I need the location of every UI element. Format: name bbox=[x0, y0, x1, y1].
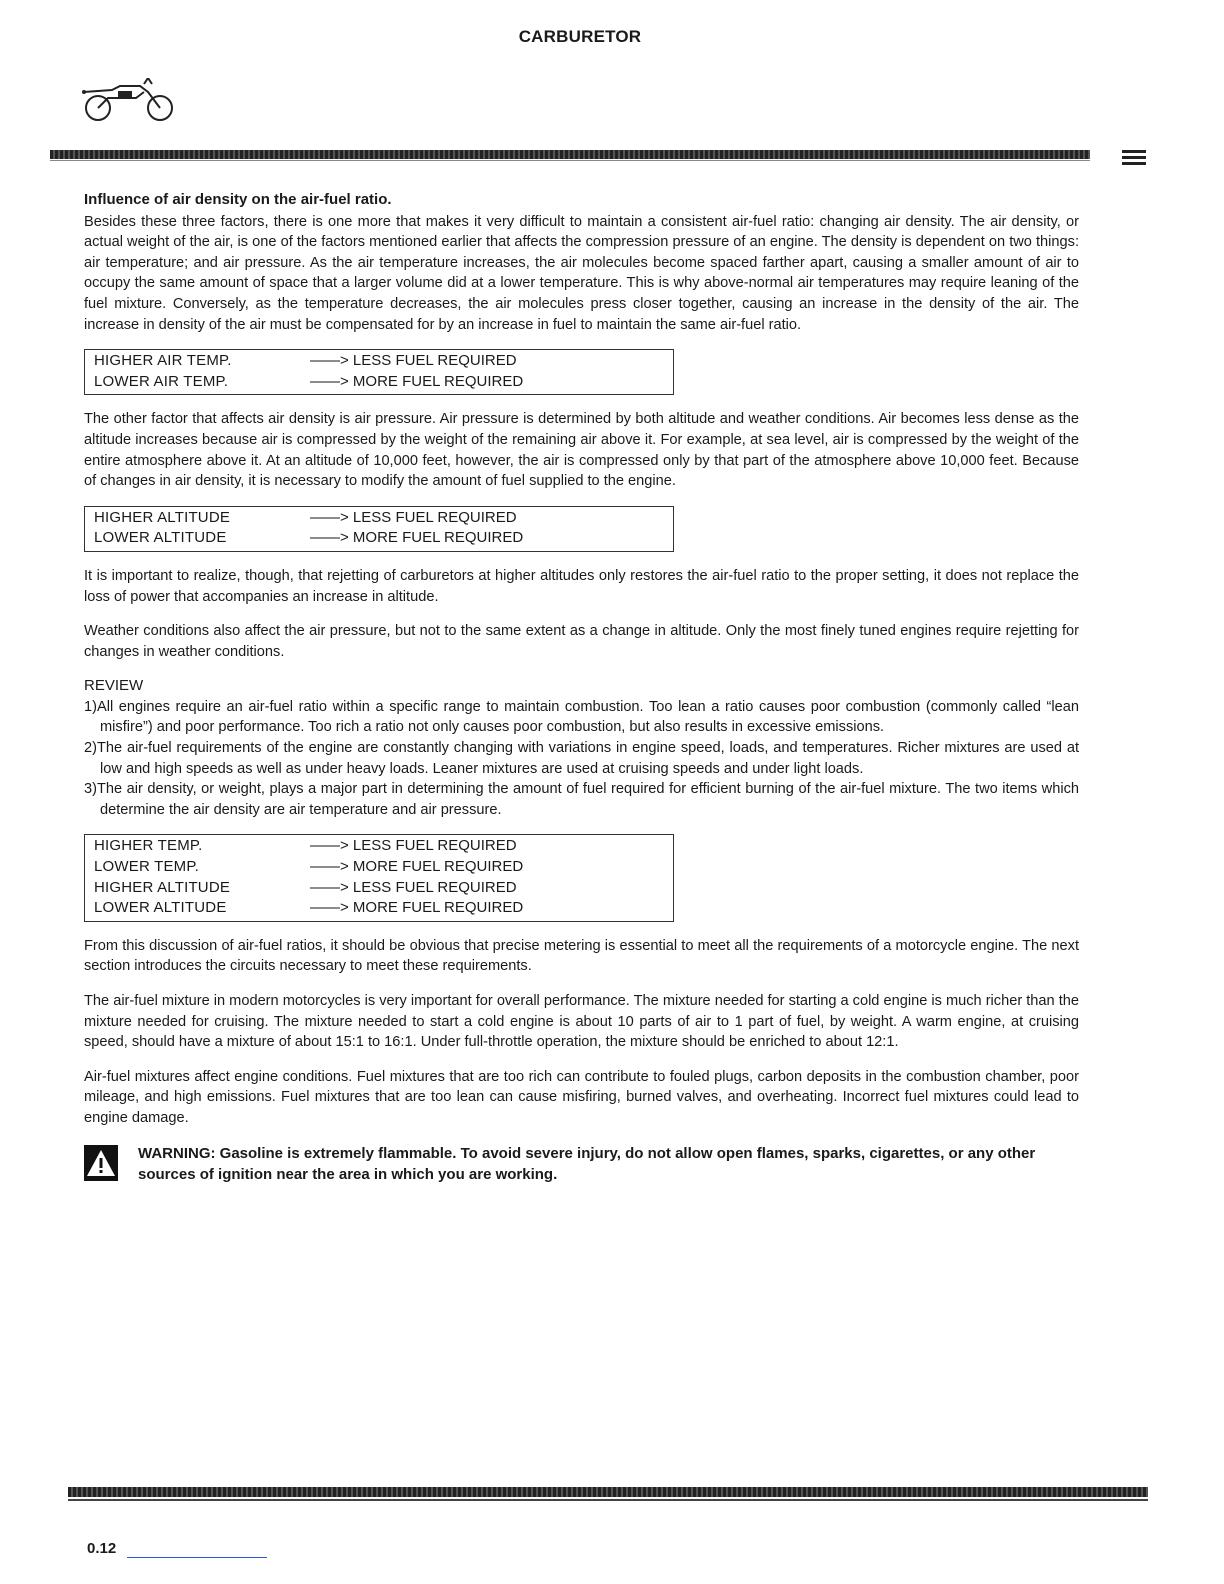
section-tab-marker bbox=[1122, 150, 1146, 170]
table-condition: LOWER ALTITUDE bbox=[94, 529, 227, 547]
motorcycle-icon bbox=[78, 78, 178, 122]
table-condition: LOWER AIR TEMP. bbox=[94, 372, 229, 390]
list-item: 2)The air-fuel requirements of the engine are constantly changing with variations in engine speed, loads, and temperatures. Richer mixtures are used at low and high speeds as well as under heavy loads. Leaner mixtures are used at cruising speeds and under light loads. bbox=[84, 740, 1079, 777]
table-row bbox=[85, 878, 673, 899]
list-item: 1)All engines require an air-fuel ratio within a specific range to maintain combustion. Too lean a ratio causes poor combustion (commonly called “lean misfire”) and poor performance. Too rich a ratio not only causes poor combustion, but also results in excessive emissions. bbox=[84, 698, 1079, 736]
warning-icon bbox=[84, 1145, 118, 1181]
footer-link-underline bbox=[127, 1557, 267, 1558]
table-result: ——> MORE FUEL REQUIRED bbox=[310, 529, 524, 547]
paragraph: Weather conditions also affect the air pressure, but not to the same extent as a change in altitude. Only the most finely tuned engines require rejetting for changes in weather conditions. bbox=[84, 623, 1079, 660]
table-row bbox=[85, 528, 673, 549]
review-list bbox=[84, 697, 1079, 821]
table-result: ——> MORE FUEL REQUIRED bbox=[310, 372, 524, 390]
paragraph: Air-fuel mixtures affect engine conditions. Fuel mixtures that are too rich can contribute to fouled plugs, carbon deposits in the combustion chamber, poor mileage, and high emissions. Fuel mixtures that are too lean can cause misfiring, burned valves, and overheating. Incorrect fuel mixtures could lead to engine damage. bbox=[84, 1068, 1079, 1126]
table-condition: HIGHER ALTITUDE bbox=[94, 508, 231, 526]
list-item: 3)The air density, or weight, plays a major part in determining the amount of fuel required for efficient burning of the air-fuel mixture. The two items which determine the air density are air temperature and air pressure. bbox=[84, 781, 1079, 818]
table-row bbox=[85, 372, 673, 393]
table-condition: LOWER TEMP. bbox=[94, 858, 200, 876]
table-row bbox=[85, 857, 673, 878]
table-condition: HIGHER AIR TEMP. bbox=[94, 352, 232, 370]
paragraph: The other factor that affects air density is air pressure. Air pressure is determined by both altitude and weather conditions. Air becomes less dense as the altitude increases because air is compressed by the weight of the remaining air above it. For example, at sea level, air is compressed by the weight of the entire atmosphere above it. At an altitude of 10,000 feet, however, the air is compressed only by that part of the atmosphere above 10,000 feet. Because of changes in air density, it is necessary to modify the amount of fuel supplied to the engine. bbox=[84, 411, 1079, 490]
footer-divider bbox=[68, 1487, 1148, 1497]
table-row bbox=[85, 898, 673, 919]
temperature-fuel-table bbox=[84, 349, 674, 395]
review-heading: REVIEW bbox=[84, 677, 144, 695]
page-title: CARBURETOR bbox=[518, 27, 642, 46]
table-row bbox=[85, 508, 673, 529]
table-result: ——> MORE FUEL REQUIRED bbox=[310, 899, 524, 917]
altitude-fuel-table bbox=[84, 506, 674, 552]
table-result: ——> LESS FUEL REQUIRED bbox=[310, 878, 517, 896]
table-row bbox=[85, 836, 673, 857]
warning-box bbox=[84, 1143, 1079, 1185]
table-condition: HIGHER TEMP. bbox=[94, 837, 203, 855]
summary-fuel-table bbox=[84, 834, 674, 921]
paragraph: From this discussion of air-fuel ratios, it should be obvious that precise metering is essential to meet all the requirements of a motorcycle engine. The next section introduces the circuits necessary to meet these requirements. bbox=[84, 937, 1079, 975]
page-number: 0.12 bbox=[87, 1540, 117, 1557]
table-condition: HIGHER ALTITUDE bbox=[94, 878, 231, 896]
table-result: ——> LESS FUEL REQUIRED bbox=[310, 352, 517, 370]
section-heading: Influence of air density on the air-fuel ratio. bbox=[84, 191, 392, 208]
table-result: ——> LESS FUEL REQUIRED bbox=[310, 508, 517, 526]
paragraph: Besides these three factors, there is one more that makes it very difficult to maintain a consistent air-fuel ratio: changing air density. The air density, or actual weight of the air, is one of the factors mentioned earlier that affects the compression pressure of an engine. The density is dependent on two things: air temperature; and air pressure. As the air temperature increases, the air molecules become spaced farther apart, causing a smaller amount of air to occupy the same amount of space that a larger volume did at a lower temperature. This is why above-normal air temperatures may require leaning of the fuel mixture. Conversely, as the temperature decreases, the air molecules press closer together, causing an increase in the density of the air. The increase in density of the air must be compensated for by an increase in fuel to maintain the same air-fuel ratio. bbox=[84, 213, 1079, 333]
paragraph: The air-fuel mixture in modern motorcycles is very important for overall performance. The mixture needed for starting a cold engine is much richer than the mixture needed for cruising. The mixture needed to start a cold engine is about 10 parts of air to 1 part of fuel, by weight. A warm engine, at cruising speed, should have a mixture of about 15:1 to 16:1. Under full-throttle operation, the mixture should be enriched to about 12:1. bbox=[84, 993, 1079, 1051]
table-result: ——> LESS FUEL REQUIRED bbox=[310, 837, 517, 855]
table-condition: LOWER ALTITUDE bbox=[94, 899, 227, 917]
paragraph: It is important to realize, though, that rejetting of carburetors at higher altitudes only restores the air-fuel ratio to the proper setting, it does not replace the loss of power that accompanies an increase in altitude. bbox=[84, 567, 1079, 605]
main-content bbox=[84, 190, 1079, 1185]
table-row bbox=[85, 351, 673, 372]
header-divider bbox=[50, 150, 1090, 159]
warning-text: WARNING: Gasoline is extremely flammable. To avoid severe injury, do not allow open flames, sparks, cigarettes, or any other sources of ignition near the area in which you are working. bbox=[138, 1144, 1036, 1183]
table-result: ——> MORE FUEL REQUIRED bbox=[310, 858, 524, 876]
